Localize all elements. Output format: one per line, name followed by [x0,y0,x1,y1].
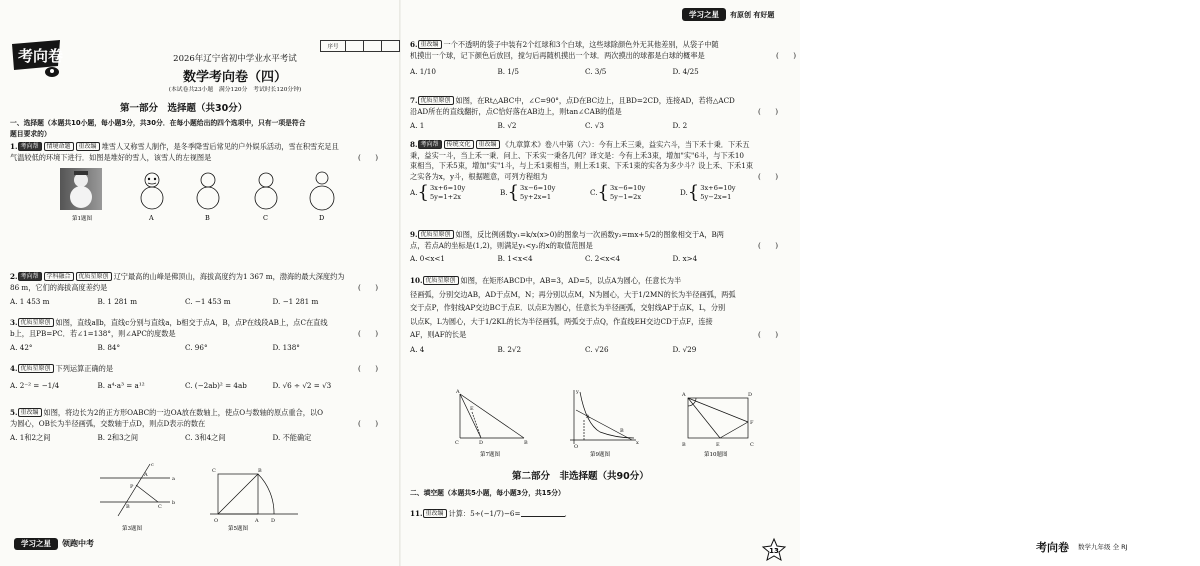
page-number: 13 [769,547,779,555]
q3-tag-original: 优质星原创 [18,318,54,327]
q7-option-b: B. √2 [497,121,517,130]
q10-option-b: B. 2√2 [497,344,522,354]
q10-text-line-5: AF，则AF的长是 [410,330,467,339]
q5-number: 5. [10,408,18,417]
svg-text:O: O [214,518,219,524]
q9-option-d: D. x>4 [672,254,698,263]
part2-section: 二、填空题（本题共5小题，每小题3分，共15分） [410,489,565,497]
question-1 [10,142,390,163]
q7-number: 7. [410,96,418,105]
seat-box-3[interactable] [382,41,400,52]
question-6 [410,40,796,78]
q5-option-b: B. 2和3之间 [97,433,139,442]
left-footer-brand: 学习之星 [14,538,58,550]
q6-option-a: A. 1/10 [410,67,436,76]
q5-text-line-1: 如图，将边长为2的正方形OABC的一边OA放在数轴上，使点O与数轴的原点重合，以O [43,408,323,417]
q7-option-d: D. 2 [672,121,688,130]
instructions-line-1: 一、选择题（本题共10小题，每小题3分，共30分．在每小题给出的四个选项中，只有一项是符合 [10,119,306,127]
q2-option-d: D. −1 281 m [272,297,319,306]
q4-tag-original: 优质星原创 [18,364,54,373]
svg-text:A: A [255,518,259,524]
question-11 [410,508,790,520]
q11-tag-adapted: 重改编 [423,509,447,518]
q11-text: 计算：5÷(−1/7)−6= [448,509,521,518]
q2-tag-kaoxiang: 考向帮 [18,272,42,281]
q8-tag-kaoxiang: 考向帮 [418,140,442,149]
q3-text-line-1: 如图，直线a∥b，直线c分别与直线a，b相交于点A，B，点P在线段AB上，点C在直线 [55,318,328,327]
q9-text-line-1: 如图，反比例函数y₁=k/x(x>0)的图象与一次函数y₂=mx+5/2的图象相交于A，B两 [455,230,724,239]
q8-option-a: A. { 3x+6=10y 5y=1+2x [410,182,466,203]
q9-tag-original: 优质星原创 [418,230,454,239]
question-7 [410,96,790,132]
q1-option-d: D [319,214,325,222]
q6-option-b: B. 1/5 [497,67,519,76]
q2-option-b: B. 1 281 m [97,297,138,306]
svg-text:A: A [586,414,590,420]
q3-option-b: B. 84° [97,343,121,352]
question-4 [10,364,390,391]
svg-text:B: B [682,442,686,448]
q10-option-d: D. √29 [672,344,697,354]
seat-box-1[interactable] [346,41,364,52]
q8-text-line-1: 《九章算术》卷八中第（六）：今有上禾三秉，益实六斗，当下禾十秉．下禾五 [501,140,750,149]
q3-answer-paren: ( ) [358,328,378,338]
q10-text-line-3: 交于点P，作射线AP交边BC于点E．以点E为圆心，任意长为半径画弧，交射线AP于点K，L，分别 [410,303,726,312]
q8-text-line-2: 秉，益实一斗，当上禾一秉．问上、下禾实一秉各几何？译文是：今有上禾3束，增加"实"6斗，与下禾10 [410,150,744,160]
q7-figure [460,394,524,438]
question-5 [10,408,390,444]
svg-text:D: D [748,392,753,398]
q7-caption: 第7题图 [480,452,500,458]
snowman-option-b [197,173,219,209]
q9-figure [570,390,636,444]
q2-text-line-2: 86 m，它们的海拔高度差约是 [10,282,108,292]
page-number-star-icon [762,538,786,562]
q9-text-line-2: 点，若点A的坐标是(1,2)，则满足y₁<y₂的x的取值范围是 [410,240,593,250]
left-footer [0,536,400,566]
part2-title: 第二部分 非选择题（共90分） [512,471,649,482]
q3-number: 3. [10,318,18,327]
q4-answer-paren: ( ) [358,364,378,373]
q7-option-a: A. 1 [410,121,425,130]
q8-number: 8. [410,140,418,149]
snowman-option-d [310,172,334,210]
logo-text: 考向卷 [18,47,64,65]
q4-option-a: A. 2⁻² = −1/4 [10,380,60,390]
q10-figure [688,398,748,438]
q11-tail: ． [564,509,572,518]
part1-instructions [10,118,390,139]
q11-answer-blank[interactable] [521,508,565,517]
q7-text-line-2: 沿AD所在的直线翻折，点C恰好落在AB边上，则tan∠CAB的值是 [410,106,622,116]
q6-text-line-2: 机摸出一个球，记下颜色后放回，搅匀后再随机摸出一个球．两次摸出的球都是白球的概率是 [410,50,705,60]
part1-title: 第一部分 选择题（共30分） [120,103,248,114]
instructions-line-2: 题目要求的） [10,129,51,138]
q8-option-b: B. { 3x−6=10y 5y+2x=1 [500,182,556,203]
q8-tag-culture: 传统文化 [444,140,474,149]
svg-text:C: C [212,468,216,474]
q9-option-a: A. 0<x<1 [410,254,446,263]
question-10 [410,276,790,355]
q2-tag-subject: 学科融合 [44,272,74,281]
seat-box-2[interactable] [364,41,382,52]
q3-option-a: A. 42° [10,343,33,352]
svg-text:B: B [258,468,262,474]
right-footer-brand: 考向卷 [1036,541,1069,554]
q8-answer-paren: ( ) [758,171,778,181]
svg-text:D: D [479,440,484,446]
svg-text:B: B [620,428,624,434]
q4-text: 下列运算正确的是 [55,364,114,373]
svg-text:C: C [158,504,162,510]
q5-option-c: C. 3和4之间 [185,433,226,442]
q5-figure [210,474,298,514]
q9-number: 9. [410,230,418,239]
paper-title: 数学考向卷（四） [182,70,287,85]
svg-text:E: E [716,442,720,448]
question-2 [10,272,390,308]
q5-caption: 第5题图 [228,526,248,532]
q6-text-line-1: 一个不透明的袋子中装有2个红球和3个白球，这些球除颜色外无其他差别，从袋子中随 [443,40,719,49]
q2-option-a: A. 1 453 m [10,297,50,306]
q2-option-c: C. −1 453 m [185,297,231,306]
q1-caption: 第1题图 [72,216,92,222]
seat-number-table [320,40,400,52]
svg-text:y: y [576,389,579,395]
kaoxiang-logo-icon [8,38,64,78]
q4-option-b: B. a⁴·a³ = a¹² [97,380,145,390]
question-9 [410,230,790,265]
q8-text-line-4: 之实各为x，y斗，根据题意，可列方程组为 [410,171,548,181]
q8-tag-adapted: 重改编 [476,140,500,149]
q3-option-d: D. 138° [272,343,300,352]
q1-tag-context: 情境命题 [44,142,74,151]
q1-number: 1. [10,142,18,151]
q3-text-line-2: b上，且PB=PC．若∠1=138°，则∠APC的度数是 [10,328,176,338]
svg-text:C: C [455,440,459,446]
svg-text:x: x [636,440,639,446]
snowman-option-c [255,173,277,209]
q7-text-line-1: 如图，在Rt△ABC中，∠C=90°，点D在BC边上，且BD=2CD，连接AD，若将△ACD [455,96,735,105]
q2-answer-paren: ( ) [358,282,378,292]
snowman-photo [60,168,102,210]
q4-option-d: D. √6 ÷ √2 = √3 [272,380,332,390]
q10-option-c: C. √26 [585,344,609,354]
q9-option-c: C. 2<x<4 [585,254,621,263]
q4-option-c: C. (−2ab)² = 4ab [185,380,247,390]
q2-number: 2. [10,272,18,281]
q7-q9-q10-figures [450,388,780,460]
q10-tag-original: 优质星原创 [423,276,459,285]
right-footer-text: 数学九年级 全 RJ [1078,543,1128,551]
q2-text-line-1: 辽宁最高的山峰是佛顶山，海拔高度约为1 367 m，渤海的最大深度约为 [113,272,345,281]
q10-number: 10. [410,276,423,285]
q3-caption: 第3题图 [122,526,142,532]
q4-number: 4. [10,364,18,373]
q7-option-c: C. √3 [585,121,604,130]
right-page [400,0,1128,566]
q1-tag-adapted: 重改编 [76,142,100,151]
q10-text-line-1: 如图，在矩形ABCD中，AB=3，AD=5，以点A为圆心，任意长为半 [460,276,682,285]
q10-text-line-2: 径画弧，分别交边AB，AD于点M，N；再分别以点M，N为圆心，大于1/2MN的长为半径画弧，两弧 [410,289,736,299]
q1-tag-kaoxiang: 考向帮 [18,142,42,151]
top-brand: 学习之星 [682,8,726,21]
svg-text:c: c [151,462,154,468]
q10-option-a: A. 4 [410,344,425,354]
q10-text-line-4: 以点K，L为圆心，大于1/2KL的长为半径画弧，两弧交于点Q，作直线EH交边CD于点F，连接 [410,316,713,326]
svg-text:D: D [271,518,276,524]
svg-text:A: A [456,389,460,395]
q6-answer-paren: ( ) [776,50,796,60]
svg-text:E: E [470,406,474,412]
q7-answer-paren: ( ) [758,106,778,116]
right-footer [800,536,1200,566]
svg-text:b: b [172,500,176,506]
q5-answer-paren: ( ) [358,418,378,428]
exam-title: 2026年辽宁省初中学业水平考试 [173,54,297,64]
q6-tag-adapted: 重改编 [418,40,442,49]
q1-option-c: C [263,214,268,222]
q9-answer-paren: ( ) [758,240,778,250]
q3-q5-figures [100,460,300,532]
q8-option-d: D. { 3x+6=10y 5y−2x=1 [680,182,736,203]
svg-text:F: F [750,420,754,426]
question-3 [10,318,390,354]
q5-option-d: D. 不能确定 [272,433,312,442]
q2-tag-original: 优质星原创 [76,272,112,281]
q5-option-a: A. 1和2之间 [10,433,51,442]
q1-text-line-1: 堆雪人又称雪人制作，是冬季降雪后常见的户外娱乐活动，雪在积雪充足且 [101,142,339,151]
svg-text:P: P [130,484,134,490]
q8-text-line-3: 束相当，下禾5束，增加"实"1斗，与上禾1束相当，则上禾1束、下禾1束的实各为多少斗？设上禾、下禾1束 [410,161,754,170]
svg-text:B: B [126,504,130,510]
svg-text:B: B [524,440,528,446]
paper-info: (本试卷共23小题 满分120分 考试时长120分钟) [168,87,302,93]
svg-text:O: O [574,444,579,450]
svg-text:A: A [682,392,686,398]
q5-text-line-2: 为圆心，OB长为半径画弧，交数轴于点D，则点D表示的数在 [10,418,206,428]
q9-caption: 第9题图 [590,452,610,458]
q10-answer-paren: ( ) [758,330,778,339]
q1-option-a: A [149,214,154,222]
q11-number: 11. [410,509,423,518]
svg-text:a: a [172,476,175,482]
left-page [0,0,400,566]
q1-option-b: B [205,214,210,222]
left-footer-text: 领跑中考 [62,539,94,548]
q6-option-c: C. 3/5 [585,67,607,76]
svg-text:A: A [144,472,148,478]
q8-option-c: C. { 3x−6=10y 5y−1=2x [590,182,646,203]
q6-option-d: D. 4/25 [672,67,699,76]
svg-text:C: C [750,442,754,448]
q7-tag-original: 优质星原创 [418,96,454,105]
q1-text-line-2: 气温较低的环境下进行．如图是堆好的雪人，该雪人的左视图是 [10,152,212,162]
q5-tag-adapted: 重改编 [18,408,42,417]
q10-caption: 第10题图 [704,452,728,458]
q3-option-c: C. 96° [185,343,208,352]
q1-answer-paren: ( ) [358,152,378,162]
seat-label: 序号 [321,41,346,52]
q1-figures [60,166,360,222]
q6-number: 6. [410,40,418,49]
question-8 [410,140,790,202]
q9-option-b: B. 1<x<4 [497,254,533,263]
snowman-option-a [141,173,163,209]
top-slogan: 有原创 有好题 [730,11,775,19]
